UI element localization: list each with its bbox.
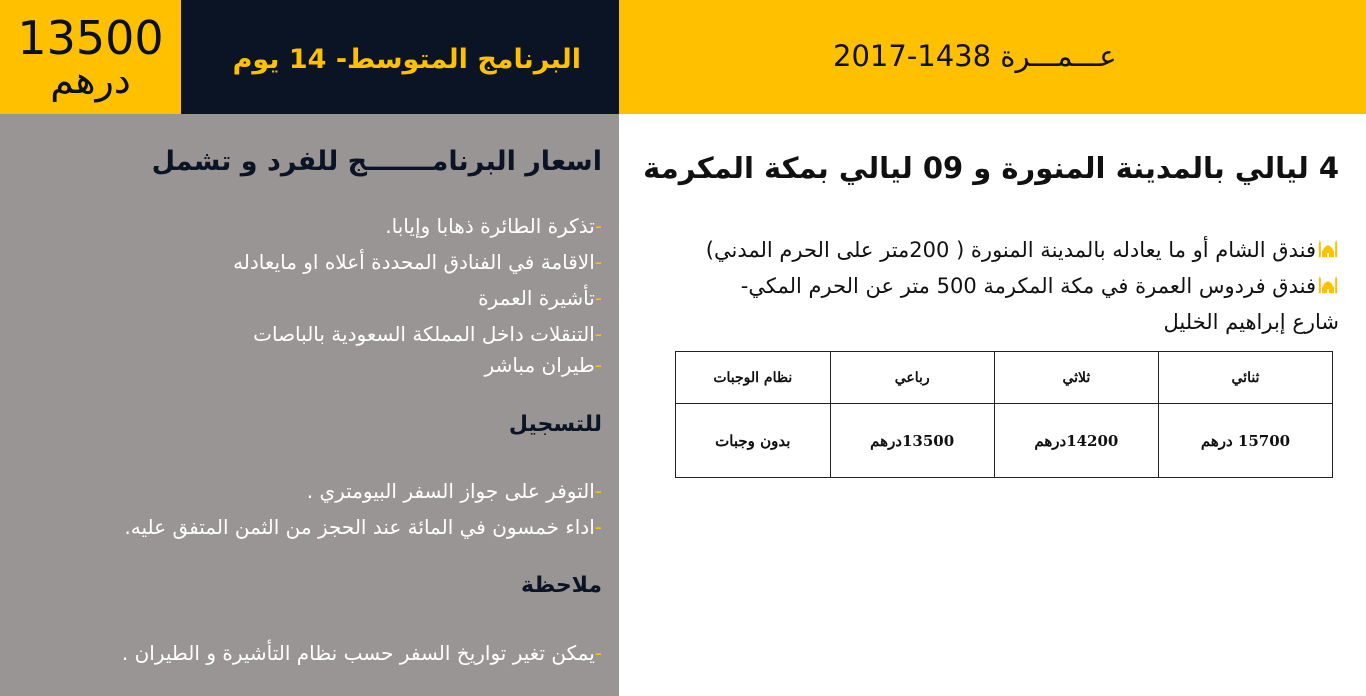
bullet-dash: - — [594, 479, 602, 503]
price-double: 15700 درهم — [1158, 404, 1332, 478]
bullet-dash: - — [594, 286, 602, 310]
note-heading: ملاحظة — [521, 573, 602, 598]
bullet-dash: - — [594, 214, 602, 238]
program-details — [619, 114, 1366, 696]
hotel-medina-text: فندق الشام أو ما يعادله بالمدينة المنورة ( 200متر على الحرم المدني) — [705, 238, 1316, 262]
hotel-mecca-text: فندق فردوس العمرة في مكة المكرمة 500 متر عن الحرم المكي- — [740, 274, 1316, 298]
col-meals: نظام الوجبات — [676, 352, 831, 404]
bullet-dash: - — [594, 250, 602, 274]
col-quad: رباعي — [830, 352, 994, 404]
mosque-icon — [1317, 274, 1339, 296]
list-item-text: تأشيرة العمرة — [478, 286, 595, 310]
price-quad: 13500درهم — [830, 404, 994, 478]
bullet-dash: - — [594, 322, 602, 346]
list-item-text: التنقلات داخل المملكة السعودية بالباصات — [253, 322, 595, 346]
program-header — [181, 0, 619, 114]
register-heading: للتسجيل — [508, 412, 602, 437]
hotel-line — [706, 233, 1339, 267]
program-title: البرنامج المتوسط- 14 يوم — [232, 44, 581, 75]
list-item-text: طيران مباشر — [484, 353, 595, 377]
umrah-title: عـــمـــرة 1438-2017 — [833, 39, 1117, 73]
list-item-text: التوفر على جواز السفر البيومتري . — [306, 479, 595, 503]
list-item — [485, 350, 602, 380]
umrah-header — [619, 0, 1366, 114]
col-triple: ثلاثي — [994, 352, 1158, 404]
price-amount: 13500 — [17, 11, 164, 65]
col-double: ثنائي — [1158, 352, 1332, 404]
list-item-text: يمكن تغير تواريخ السفر حسب نظام التأشيرة و الطيران . — [121, 641, 595, 665]
list-item — [307, 476, 602, 506]
list-item — [385, 211, 602, 241]
price-currency: درهم — [50, 58, 131, 102]
list-item — [478, 283, 602, 313]
bullet-dash: - — [594, 515, 602, 539]
list-item — [122, 638, 602, 668]
table-header-row — [676, 352, 1333, 404]
list-item-text: اداء خمسون في المائة عند الحجز من الثمن المتفق عليه. — [124, 515, 595, 539]
inclusions-heading: اسعار البرنامـــــــج للفرد و تشمل — [151, 146, 602, 177]
inclusions-panel — [0, 114, 619, 696]
nights-title: 4 ليالي بالمدينة المنورة و 09 ليالي بمكة المكرمة — [643, 151, 1339, 185]
bullet-dash: - — [594, 353, 602, 377]
list-item-text: تذكرة الطائرة ذهابا وإيابا. — [385, 214, 595, 238]
table-row — [676, 404, 1333, 478]
list-item — [124, 512, 602, 542]
list-item — [233, 247, 602, 277]
meals-value: بدون وجبات — [676, 404, 831, 478]
list-item-text: الاقامة في الفنادق المحددة أعلاه او مايعادله — [233, 250, 595, 274]
price-table — [675, 351, 1333, 478]
price-triple: 14200درهم — [994, 404, 1158, 478]
list-item — [253, 319, 602, 349]
hotel-address: شارع إبراهيم الخليل — [1163, 310, 1339, 334]
hotel-line — [741, 269, 1339, 303]
price-box — [0, 0, 181, 114]
mosque-icon — [1317, 238, 1339, 260]
bullet-dash: - — [594, 641, 602, 665]
